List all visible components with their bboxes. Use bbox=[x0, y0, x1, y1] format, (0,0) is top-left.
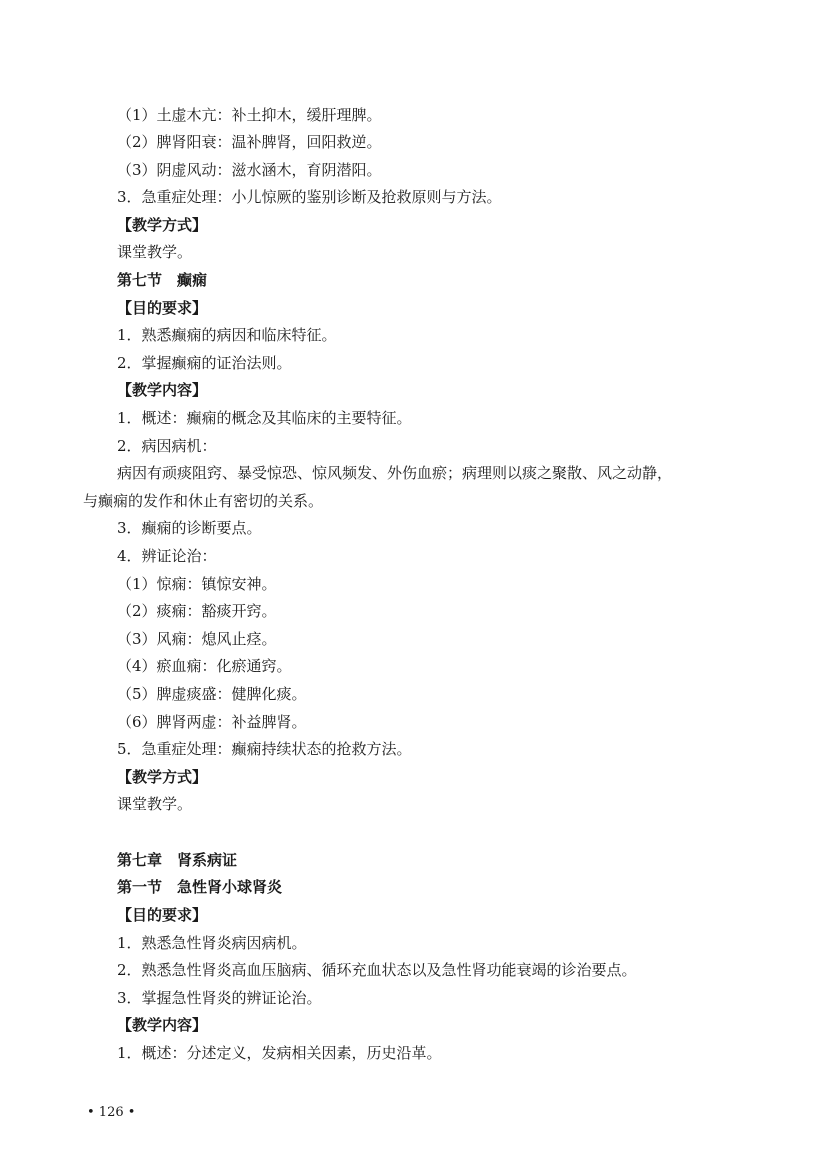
text-line: （2）脾肾阳衰：温补脾肾，回阳救逆。 bbox=[117, 133, 382, 151]
text-line: 课堂教学。 bbox=[117, 243, 193, 261]
text-line: 2．掌握癫痫的证治法则。 bbox=[117, 354, 292, 372]
text-line: （1）惊痫：镇惊安神。 bbox=[117, 575, 277, 593]
paragraph-line: 病因有顽痰阻窍、暴受惊恐、惊风频发、外伤血瘀；病理则以痰之聚散、风之动静， bbox=[117, 464, 673, 482]
text-line: 2．熟悉急性肾炎高血压脑病、循环充血状态以及急性肾功能衰竭的诊治要点。 bbox=[117, 961, 637, 979]
text-line: 5．急重症处理：癫痫持续状态的抢救方法。 bbox=[117, 740, 412, 758]
text-line: （1）土虚木亢：补土抑木，缓肝理脾。 bbox=[117, 106, 382, 124]
text-line: 1．熟悉癫痫的病因和临床特征。 bbox=[117, 326, 337, 344]
text-line: 3．急重症处理：小儿惊厥的鉴别诊断及抢救原则与方法。 bbox=[117, 188, 502, 206]
text-line: （3）风痫：熄风止痉。 bbox=[117, 630, 277, 648]
text-line: 3．癫痫的诊断要点。 bbox=[117, 519, 262, 537]
section-title: 第一节 急性肾小球肾炎 bbox=[117, 878, 283, 896]
section-title: 第七节 癫痫 bbox=[117, 271, 208, 289]
text-line: 1．熟悉急性肾炎病因病机。 bbox=[117, 934, 307, 952]
text-line: 1．概述：分述定义，发病相关因素，历史沿革。 bbox=[117, 1044, 442, 1062]
text-line: （2）痰痫：豁痰开窍。 bbox=[117, 602, 277, 620]
section-heading: 【教学方式】 bbox=[117, 216, 208, 234]
text-line: （3）阴虚风动：滋水涵木，育阴潜阳。 bbox=[117, 161, 382, 179]
section-heading: 【目的要求】 bbox=[117, 906, 208, 924]
paragraph-continuation: 与癫痫的发作和休止有密切的关系。 bbox=[83, 492, 324, 510]
text-line: （5）脾虚痰盛：健脾化痰。 bbox=[117, 685, 307, 703]
section-heading: 【目的要求】 bbox=[117, 299, 208, 317]
section-heading: 【教学内容】 bbox=[117, 1016, 208, 1034]
text-line: （4）瘀血痫：化瘀通窍。 bbox=[117, 657, 292, 675]
text-line: 4．辨证论治： bbox=[117, 547, 217, 565]
text-line: （6）脾肾两虚：补益脾肾。 bbox=[117, 713, 307, 731]
text-line: 1．概述：癫痫的概念及其临床的主要特征。 bbox=[117, 409, 412, 427]
section-heading: 【教学内容】 bbox=[117, 381, 208, 399]
page-number: • 126 • bbox=[87, 1105, 136, 1120]
chapter-title: 第七章 肾系病证 bbox=[117, 851, 238, 869]
text-line: 课堂教学。 bbox=[117, 795, 193, 813]
section-heading: 【教学方式】 bbox=[117, 768, 208, 786]
text-line: 3．掌握急性肾炎的辨证论治。 bbox=[117, 989, 322, 1007]
text-line: 2．病因病机： bbox=[117, 437, 217, 455]
